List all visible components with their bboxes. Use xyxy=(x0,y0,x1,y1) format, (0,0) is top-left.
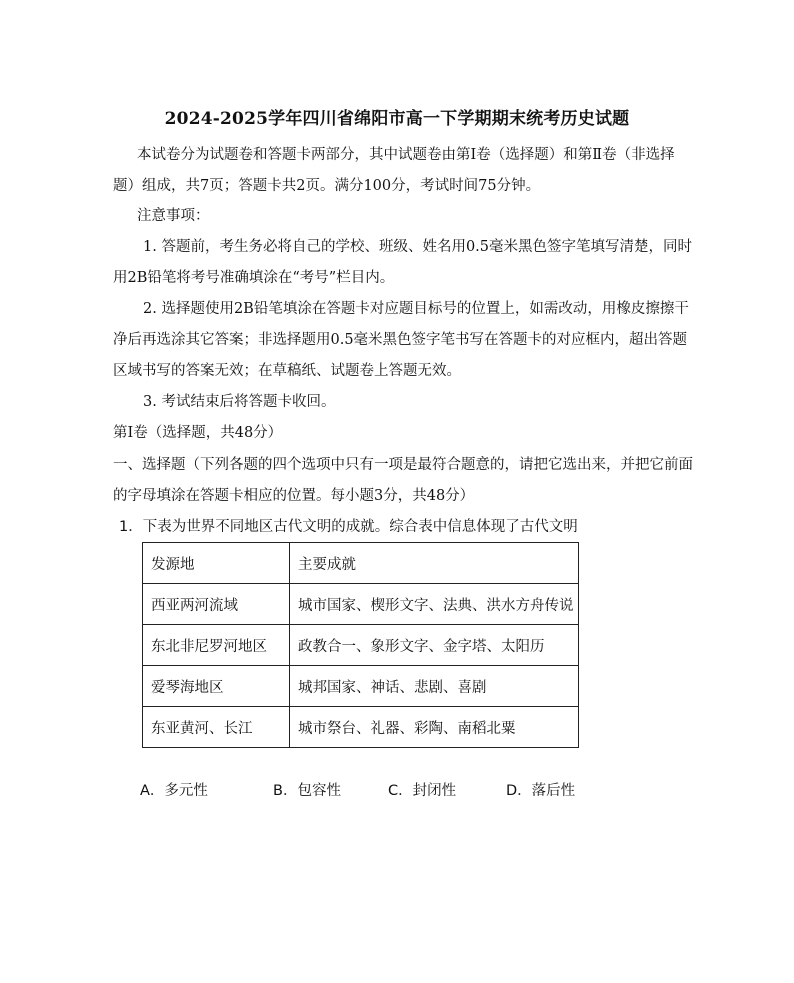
table-cell: 政教合一、象形文字、金字塔、太阳历 xyxy=(290,625,579,666)
exam-title: 2024-2025学年四川省绵阳市高一下学期期末统考历史试题 xyxy=(164,109,630,129)
table-header-cell: 主要成就 xyxy=(290,543,579,584)
table-cell: 东北非尼罗河地区 xyxy=(143,625,290,666)
option-d: D．落后性 xyxy=(506,783,576,799)
table-row xyxy=(143,625,579,666)
intro-line-1: 本试卷分为试题卷和答题卡两部分，其中试题卷由第Ⅰ卷（选择题）和第Ⅱ卷（非选择 xyxy=(137,147,675,163)
section-instruction-line-2: 的字母填涂在答题卡相应的位置。每小题3分，共48分） xyxy=(113,488,475,504)
table-cell: 东亚黄河、长江 xyxy=(143,707,290,748)
option-a: A．多元性 xyxy=(140,783,208,799)
table-header-cell: 发源地 xyxy=(143,543,290,584)
section-instruction-line-1: 一、选择题（下列各题的四个选项中只有一项是最符合题意的，请把它选出来，并把它前面 xyxy=(113,457,693,473)
notice-item-3: 3. 考试结束后将答题卡收回。 xyxy=(143,394,336,410)
notice-item-2-line-1: 2. 选择题使用2B铅笔填涂在答题卡对应题目标号的位置上，如需改动，用橡皮擦擦干 xyxy=(143,301,689,317)
intro-line-2: 题）组成，共7页；答题卡共2页。满分100分，考试时间75分钟。 xyxy=(113,178,541,194)
table-header-row xyxy=(143,543,579,584)
table-row xyxy=(143,666,579,707)
table-cell: 城邦国家、神话、悲剧、喜剧 xyxy=(290,666,579,707)
table-row xyxy=(143,584,579,625)
notice-item-1-line-1: 1. 答题前，考生务必将自己的学校、班级、姓名用0.5毫米黑色签字笔填写清楚，同时 xyxy=(143,239,693,255)
part-label: 第Ⅰ卷（选择题，共48分） xyxy=(113,425,283,441)
question-1-stem: 1．下表为世界不同地区古代文明的成就。综合表中信息体现了古代文明 xyxy=(119,519,578,535)
notice-item-2-line-2: 净后再选涂其它答案；非选择题用0.5毫米黑色签字笔书写在答题卡的对应框内，超出答题 xyxy=(113,332,688,348)
table-cell: 城市国家、楔形文字、法典、洪水方舟传说 xyxy=(290,584,579,625)
table-row xyxy=(143,707,579,748)
notice-item-2-line-3: 区域书写的答案无效；在草稿纸、试题卷上答题无效。 xyxy=(113,363,461,379)
table-cell: 城市祭台、礼器、彩陶、南稻北粟 xyxy=(290,707,579,748)
option-c: C．封闭性 xyxy=(388,783,457,799)
table-cell: 爱琴海地区 xyxy=(143,666,290,707)
table-cell: 西亚两河流域 xyxy=(143,584,290,625)
notice-item-1-line-2: 用2B铅笔将考号准确填涂在“考号”栏目内。 xyxy=(113,270,395,286)
civilization-table xyxy=(142,542,579,748)
notice-heading: 注意事项： xyxy=(137,208,210,224)
option-b: B．包容性 xyxy=(273,783,341,799)
